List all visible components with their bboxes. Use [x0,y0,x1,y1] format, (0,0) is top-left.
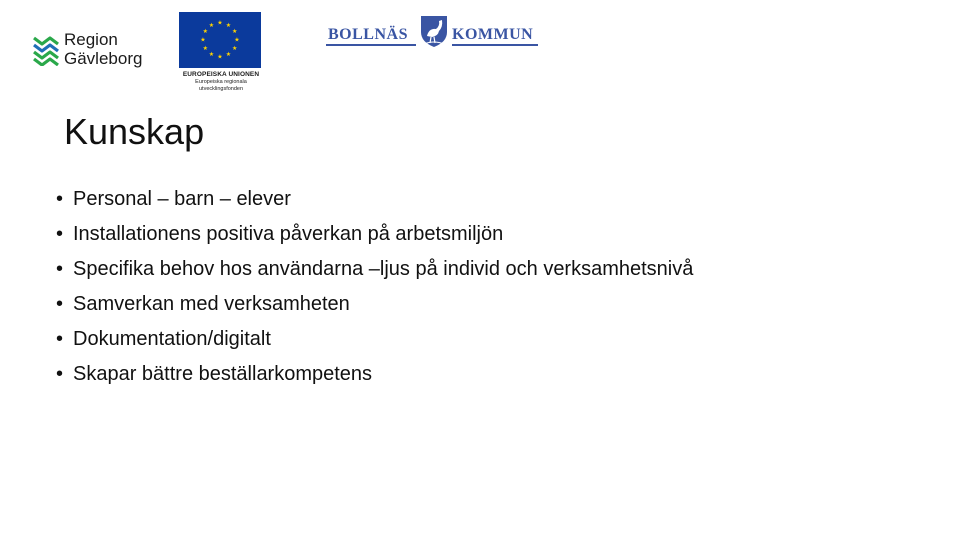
region-gavleborg-logo [32,30,162,70]
bullet-item [56,252,693,287]
eu-star-icon: ★ [232,45,238,52]
eu-star-icon: ★ [208,21,215,29]
eu-subcaption-line1: Europeiska regionala [195,79,247,85]
eu-star-icon: ★ [200,36,206,44]
eu-star-icon: ★ [225,21,232,29]
bullet-symbol: • [56,328,64,350]
bollnas-kommun-logo [326,14,540,54]
eu-star-icon: ★ [208,51,215,59]
bullet-symbol: • [56,293,64,315]
bullet-text: Samverkan med verksamheten [73,293,350,315]
bollnas-logo-left-text: BOLLNÄS [328,26,408,43]
eu-star-icon: ★ [202,28,208,35]
bullet-item [56,322,693,357]
region-wave-icon [32,32,60,66]
bullet-list [56,182,693,392]
bollnas-underline-left [326,44,416,46]
eu-subcaption-line2: utvecklingsfonden [198,86,244,92]
eu-flag [179,12,261,68]
eu-caption: EUROPEISKA UNIONEN [182,71,260,78]
region-logo-line2: Gävleborg [64,49,143,68]
region-logo-text [64,30,142,68]
eu-star-icon: ★ [225,51,232,59]
bullet-text: Specifika behov hos användarna –ljus på individ och verksamhetsnivå [73,258,694,280]
eu-star-icon: ★ [217,19,223,27]
slide-title: Kunskap [64,111,205,152]
bullet-text: Personal – barn – elever [73,188,291,210]
crane-crest-icon [418,14,450,48]
bullet-symbol: • [56,258,64,280]
bullet-item [56,287,693,322]
bullet-item [56,357,693,392]
bullet-symbol: • [56,223,64,245]
eu-subcaption [176,79,266,93]
eu-stars-icon [179,12,261,68]
bullet-text: Skapar bättre beställarkompetens [73,363,373,385]
bullet-text: Installationens positiva påverkan på arbetsmiljön [73,223,504,245]
bollnas-logo-right-text: KOMMUN [452,26,534,43]
bullet-text: Dokumentation/digitalt [73,328,271,350]
bullet-item [56,217,693,252]
eu-star-icon: ★ [217,53,223,61]
eu-logo [176,12,266,96]
bullet-item [56,182,693,217]
bullet-symbol: • [56,188,64,210]
bullet-symbol: • [56,363,64,385]
eu-star-icon: ★ [232,28,238,35]
eu-star-icon: ★ [202,45,208,52]
eu-star-icon: ★ [234,36,240,44]
region-logo-line1: Region [64,30,118,49]
bollnas-underline-right [452,44,538,46]
